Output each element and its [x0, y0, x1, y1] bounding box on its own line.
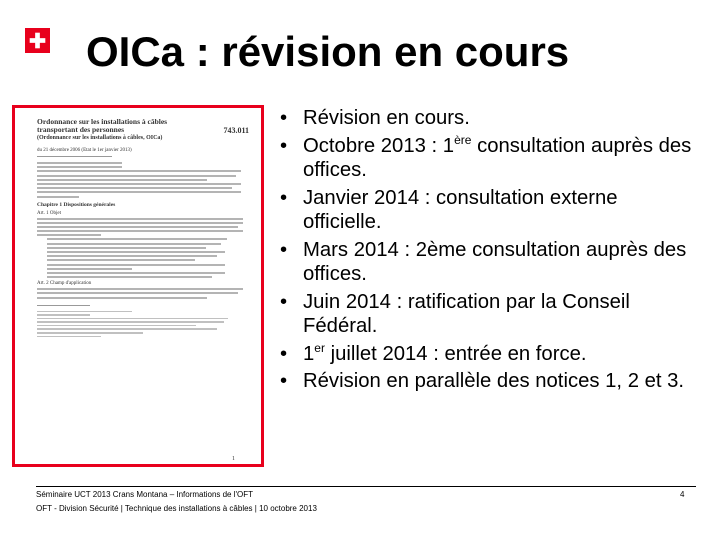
text-line [37, 234, 101, 236]
bullet-text: Mars 2014 : 2ème consultation auprès des offices. [303, 238, 687, 285]
bullet-list [280, 106, 700, 397]
document-subheading: (Ordonnance sur les installations à câbles, OICa) [37, 135, 163, 141]
text-line [47, 268, 132, 270]
text-line [37, 162, 122, 164]
text-line [37, 170, 241, 172]
footnote-line [37, 321, 224, 323]
bullet-item [280, 290, 700, 339]
text-line [47, 259, 195, 261]
bullet-text: Janvier 2014 : consultation externe officielle. [303, 186, 618, 233]
document-chapter: Chapitre 1 Dispositions générales [37, 201, 116, 208]
text-line [47, 255, 217, 257]
document-page-number: 1 [232, 456, 235, 462]
text-line [37, 222, 243, 224]
text-line [47, 272, 225, 274]
bullet-item [280, 134, 700, 183]
text-line [37, 191, 241, 193]
text-line [47, 276, 212, 278]
slide-page-number: 4 [680, 490, 685, 499]
text-line [37, 175, 236, 177]
text-line [37, 166, 122, 168]
document-separator [37, 156, 112, 157]
text-line [37, 179, 207, 181]
document-article-1: Art. 1 Objet [37, 210, 62, 216]
text-line [47, 243, 221, 245]
footnote-line [37, 314, 90, 316]
text-line [37, 187, 232, 189]
bullet-item [280, 369, 700, 394]
footnote-line [37, 318, 228, 320]
slide-title: OICa : révision en cours [86, 28, 570, 75]
footnote-separator [37, 305, 90, 306]
bullet-text: juillet 2014 : entrée en force. [324, 342, 587, 365]
bullet-text: 1 [303, 342, 315, 365]
footnote-line [37, 311, 132, 313]
text-line [37, 226, 238, 228]
swiss-flag-icon [25, 28, 50, 53]
text-line [47, 251, 225, 253]
footnote-line [37, 336, 101, 338]
bullet-text: Révision en cours. [303, 107, 470, 129]
footer-division: OFT - Division Sécurité | Technique des installations à câbles | 10 octobre 2013 [36, 504, 317, 513]
bullet-text: Révision en parallèle des notices 1, 2 et 3. [303, 370, 685, 392]
footnote-line [37, 328, 217, 330]
text-line [47, 238, 227, 240]
text-line [37, 230, 243, 232]
bullet-text: Juin 2014 : ratification par la Conseil Fédéral. [303, 290, 630, 337]
document-heading: Ordonnance sur les installations à câbles transportant des personnes [37, 117, 168, 134]
bullet-item [280, 106, 700, 131]
footer-seminar: Séminaire UCT 2013 Crans Montana – Informations de l'OFT [36, 490, 254, 499]
bullet-text: consultation auprès des offices. [303, 134, 692, 181]
text-line [37, 196, 79, 198]
text-line [37, 183, 241, 185]
text-line [37, 288, 243, 290]
bullet-text: Octobre 2013 : 1 [303, 134, 455, 157]
document-article-2: Art. 2 Champ d'application [37, 281, 92, 287]
document-page [37, 117, 249, 462]
footnote-line [37, 332, 143, 334]
flag-cross-horizontal [30, 38, 46, 43]
bullet-item [280, 342, 700, 367]
bullet-superscript: ère [454, 132, 472, 147]
footer-divider [36, 486, 696, 487]
text-line [37, 297, 207, 299]
text-line [47, 264, 225, 266]
document-number: 743.011 [223, 126, 249, 135]
text-line [37, 292, 238, 294]
footnote-line [37, 325, 196, 327]
text-line [37, 218, 243, 220]
document-thumbnail [12, 105, 264, 467]
bullet-item [280, 186, 700, 235]
bullet-item [280, 238, 700, 287]
document-date: du 21 décembre 2006 (Etat le 1er janvier 2013) [37, 148, 132, 153]
bullet-superscript: er [314, 340, 325, 355]
text-line [47, 247, 206, 249]
